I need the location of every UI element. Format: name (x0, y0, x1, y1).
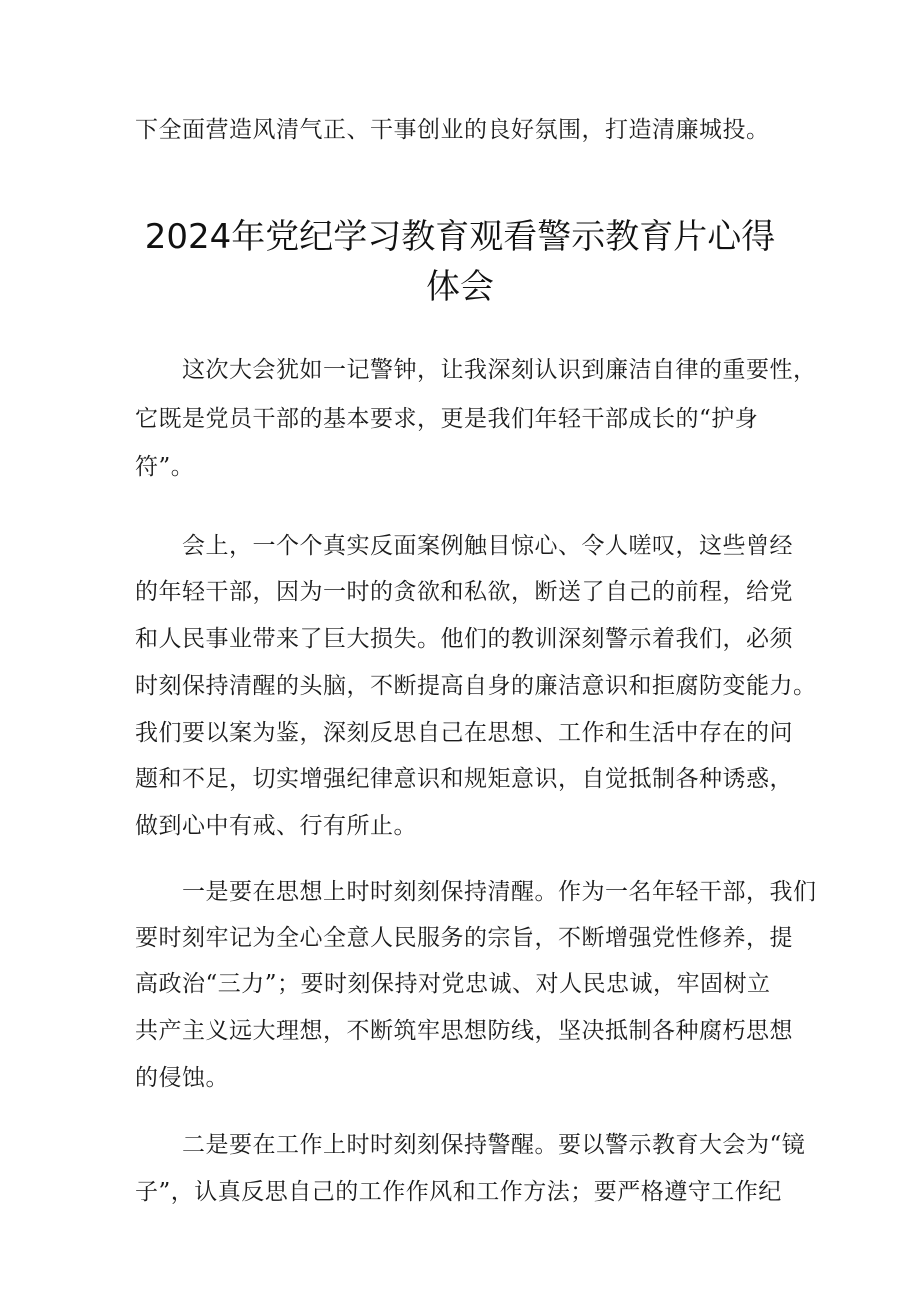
paragraph-line: 的侵蚀。 (135, 1065, 229, 1091)
paragraph-line: 要时刻牢记为全心全意人民服务的宗旨，不断增强党性修养，提 (135, 925, 793, 951)
paragraph-line: 时刻保持清醒的头脑，不断提高自身的廉洁意识和拒腐防变能力。 (135, 673, 817, 699)
paragraph-line: 共产主义远大理想，不断筑牢思想防线，坚决抵制各种腐朽思想 (135, 1018, 793, 1044)
paragraph-line: 这次大会犹如一记警钟，让我深刻认识到廉洁自律的重要性， (135, 357, 817, 383)
paragraph-line: 子”，认真反思自己的工作作风和工作方法；要严格遵守工作纪 (135, 1179, 782, 1205)
paragraph-line: 它既是党员干部的基本要求，更是我们年轻干部成长的“护身 (135, 406, 759, 432)
paragraph-line: 我们要以案为鉴，深刻反思自己在思想、工作和生活中存在的问 (135, 720, 793, 746)
paragraph-line: 做到心中有戒、行有所止。 (135, 813, 417, 839)
paragraph-line: 和人民事业带来了巨大损失。他们的教训深刻警示着我们，必须 (135, 626, 793, 652)
title-line-1: 2024年党纪学习教育观看警示教育片心得 (144, 217, 776, 257)
document-title (120, 212, 800, 312)
paragraph-line: 会上，一个个真实反面案例触目惊心、令人嗟叹，这些曾经 (135, 533, 793, 559)
paragraph-line: 题和不足，切实增强纪律意识和规矩意识，自觉抵制各种诱惑， (135, 766, 793, 792)
paragraph-line: 一是要在思想上时时刻刻保持清醒。作为一名年轻干部，我们 (135, 879, 817, 905)
paragraph-line: 高政治“三力”；要时刻保持对党忠诚、对人民忠诚，牢固树立 (135, 971, 771, 997)
paragraph-line: 的年轻干部，因为一时的贪欲和私欲，断送了自己的前程，给党 (135, 579, 793, 605)
paragraph-line: 符”。 (135, 454, 195, 480)
paragraph-line: 二是要在工作上时时刻刻保持警醒。要以警示教育大会为“镜 (135, 1132, 806, 1158)
intro-line: 下全面营造风清气正、干事创业的良好氛围，打造清廉城投。 (135, 117, 770, 143)
title-line-2: 体会 (426, 267, 494, 307)
